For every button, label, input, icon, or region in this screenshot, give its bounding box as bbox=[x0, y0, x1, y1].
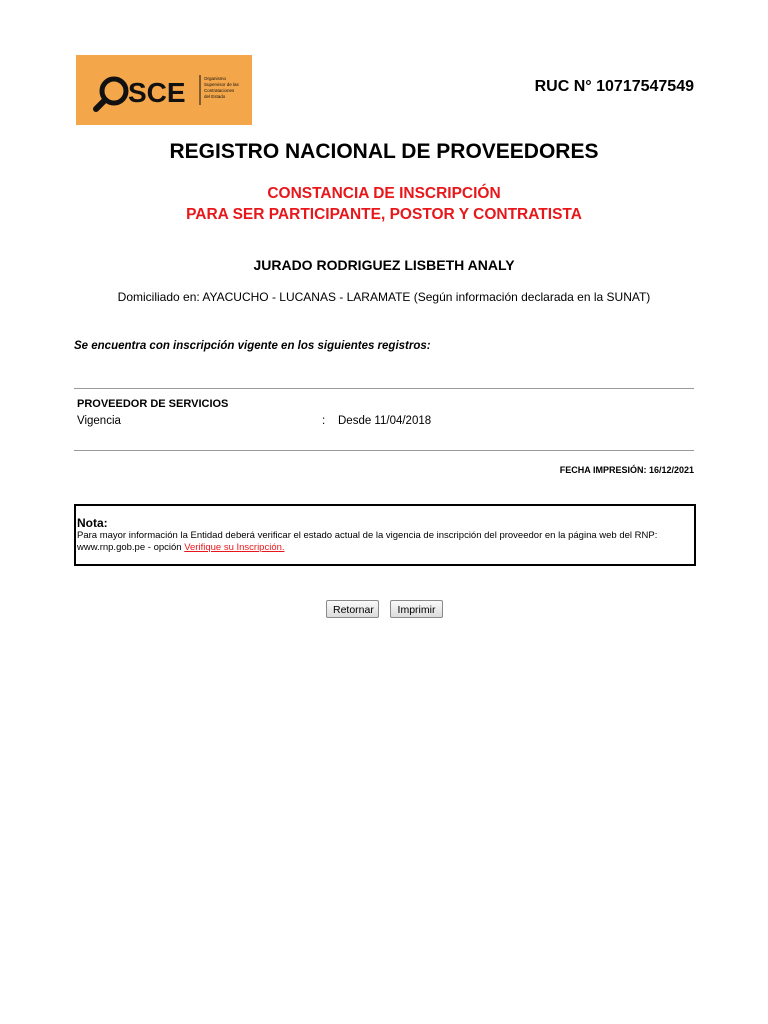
note-text-line-2-prefix: www.rnp.gob.pe - opción bbox=[77, 542, 185, 553]
note-text-line-1: Para mayor información la Entidad deberá verificar el estado actual de la vigencia de inscripción del proveedor en la página web del RNP: bbox=[77, 530, 658, 541]
logo-tagline-4: del Estado bbox=[204, 94, 226, 99]
svg-text:Organismo Supervisor de bbox=[204, 76, 240, 99]
page-title: REGISTRO NACIONAL DE PROVEEDORES bbox=[169, 140, 599, 163]
print-button[interactable]: Imprimir bbox=[390, 600, 443, 618]
subtitle-line-2: PARA SER PARTICIPANTE, POSTOR Y CONTRATISTA bbox=[186, 206, 582, 223]
registry-intro: Se encuentra con inscripción vigente en los siguientes registros: bbox=[74, 340, 431, 352]
note-text bbox=[77, 530, 689, 554]
print-date: FECHA IMPRESIÓN: 16/12/2021 bbox=[559, 465, 694, 475]
logo-brand: SCE bbox=[128, 77, 186, 108]
ruc-number: RUC N° 10717547549 bbox=[534, 78, 694, 95]
osce-logo-graphic bbox=[76, 55, 252, 125]
registry-separator: : bbox=[322, 415, 326, 427]
registry-label: Vigencia bbox=[77, 415, 121, 427]
divider-bottom bbox=[74, 450, 694, 451]
verify-inscription-link[interactable]: Verifique su Inscripción. bbox=[184, 542, 285, 553]
magnifier-icon bbox=[96, 79, 126, 109]
registry-value: Desde 11/04/2018 bbox=[338, 415, 432, 427]
note-box bbox=[74, 504, 696, 566]
logo-tagline-1: Organismo bbox=[204, 76, 227, 81]
registry-title: PROVEEDOR DE SERVICIOS bbox=[77, 398, 229, 410]
document-subtitle bbox=[0, 183, 768, 225]
note-title: Nota: bbox=[77, 516, 108, 530]
logo-tagline-3: Contrataciones bbox=[204, 88, 235, 93]
provider-name: JURADO RODRIGUEZ LISBETH ANALY bbox=[253, 257, 515, 273]
osce-logo bbox=[76, 55, 252, 125]
divider-top bbox=[74, 388, 694, 389]
subtitle-line-1: CONSTANCIA DE INSCRIPCIÓN bbox=[267, 185, 501, 202]
logo-tagline-2: Supervisor de las bbox=[204, 82, 239, 87]
provider-address: Domiciliado en: AYACUCHO - LUCANAS - LARAMATE (Según información declarada en la SUNAT) bbox=[117, 290, 651, 304]
return-button[interactable]: Retornar bbox=[326, 600, 379, 618]
